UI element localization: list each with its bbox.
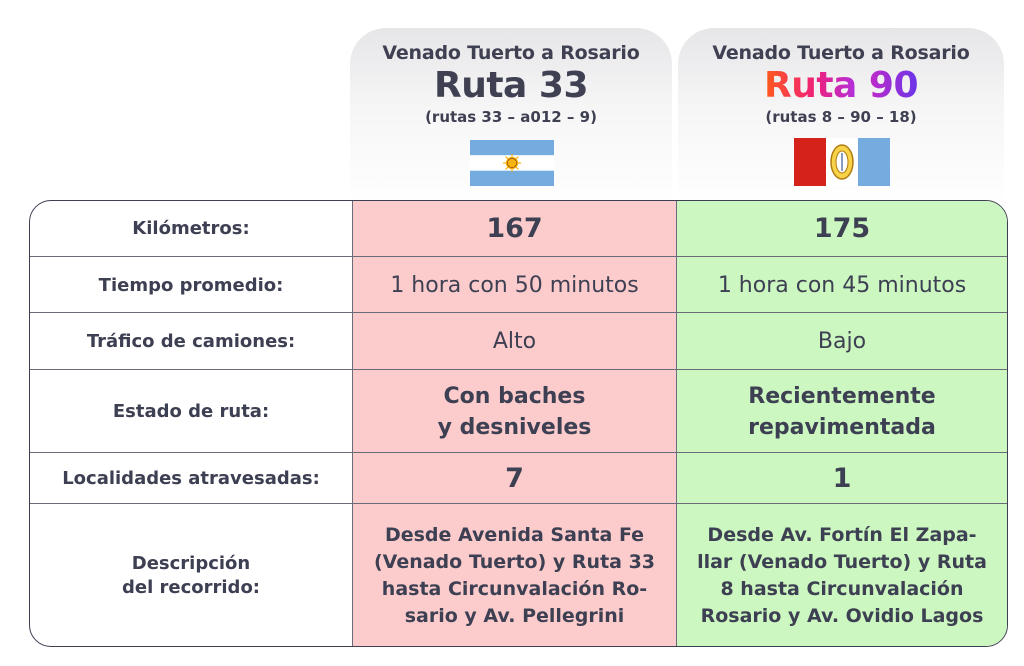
argentina-flag-icon	[470, 140, 554, 186]
route-33-title	[350, 66, 672, 106]
route-33-cell	[352, 504, 676, 647]
route-33-cell	[352, 257, 676, 313]
row-label: Tráfico de camiones:	[86, 331, 296, 352]
row-label: Localidades atravesadas:	[62, 468, 320, 489]
table-row-kilometers	[30, 201, 1007, 256]
route-33-word: Ruta	[433, 65, 527, 106]
route-33-value: 7	[505, 463, 524, 494]
route-90-cell	[676, 201, 1007, 256]
route-33-roads: (rutas 33 – a012 – 9)	[425, 108, 597, 126]
route-33-cell	[352, 453, 676, 504]
row-label	[30, 504, 352, 647]
label-line: Descripción	[131, 552, 251, 574]
table-row-road-condition	[30, 369, 1007, 453]
route-33-header	[350, 28, 672, 208]
value-line: 8 hasta Circunvalación	[720, 577, 964, 600]
route-33-value	[374, 522, 655, 630]
value-line: Desde Av. Fortín El Zapa-	[707, 523, 977, 546]
value-line: Recientemente	[748, 383, 936, 409]
value-line: repavimentada	[748, 414, 936, 440]
route-90-cell	[676, 453, 1007, 504]
route-90-value	[748, 381, 936, 443]
route-90-value: 175	[813, 213, 871, 244]
route-90-cell	[676, 257, 1007, 313]
value-line: Desde Avenida Santa Fe	[384, 523, 645, 546]
route-90-value: 1 hora con 45 minutos	[717, 272, 967, 298]
route-33-value: Alto	[492, 329, 537, 354]
route-33-cell	[352, 313, 676, 370]
route-90-cell	[676, 313, 1007, 370]
row-label: Kilómetros:	[132, 218, 250, 239]
value-line: hasta Circunvalación Ro-	[381, 577, 648, 600]
route-33-value: 1 hora con 50 minutos	[390, 272, 639, 298]
value-line: (Venado Tuerto) y Ruta 33	[373, 550, 656, 573]
route-90-header	[678, 28, 1004, 208]
route-33-cell	[352, 201, 676, 256]
value-line: y desniveles	[437, 414, 592, 440]
value-line: sario y Av. Pellegrini	[404, 604, 625, 627]
route-90-value	[697, 522, 987, 630]
route-90-cell	[676, 370, 1007, 453]
santa-fe-flag-icon	[794, 138, 890, 186]
table-row-avg-time	[30, 256, 1007, 313]
table-row-route-description	[30, 503, 1007, 647]
route-33-number: 33	[538, 65, 588, 106]
value-line: llar (Venado Tuerto) y Ruta	[697, 550, 987, 573]
route-33-value	[438, 381, 592, 443]
table-row-truck-traffic	[30, 312, 1007, 370]
label-line: del recorrido:	[121, 576, 261, 598]
row-label: Tiempo promedio:	[98, 274, 284, 296]
row-label: Estado de ruta:	[112, 401, 270, 422]
route-90-value: Bajo	[817, 329, 867, 354]
route-33-cell	[352, 370, 676, 453]
route-90-value: 1	[832, 463, 852, 494]
route-33-value: 167	[486, 213, 543, 244]
route-90-word: Ruta	[763, 65, 857, 106]
route-90-title	[678, 66, 1004, 106]
table-row-towns-crossed	[30, 452, 1007, 504]
value-line: Con baches	[443, 383, 586, 409]
route-90-cell	[676, 504, 1007, 647]
route-90-number: 90	[868, 65, 918, 106]
value-line: Rosario y Av. Ovidio Lagos	[700, 604, 984, 627]
comparison-table	[29, 200, 1008, 647]
route-33-subtitle: Venado Tuerto a Rosario	[382, 42, 640, 64]
route-90-roads: (rutas 8 – 90 – 18)	[765, 108, 917, 126]
route-90-subtitle: Venado Tuerto a Rosario	[712, 42, 970, 64]
